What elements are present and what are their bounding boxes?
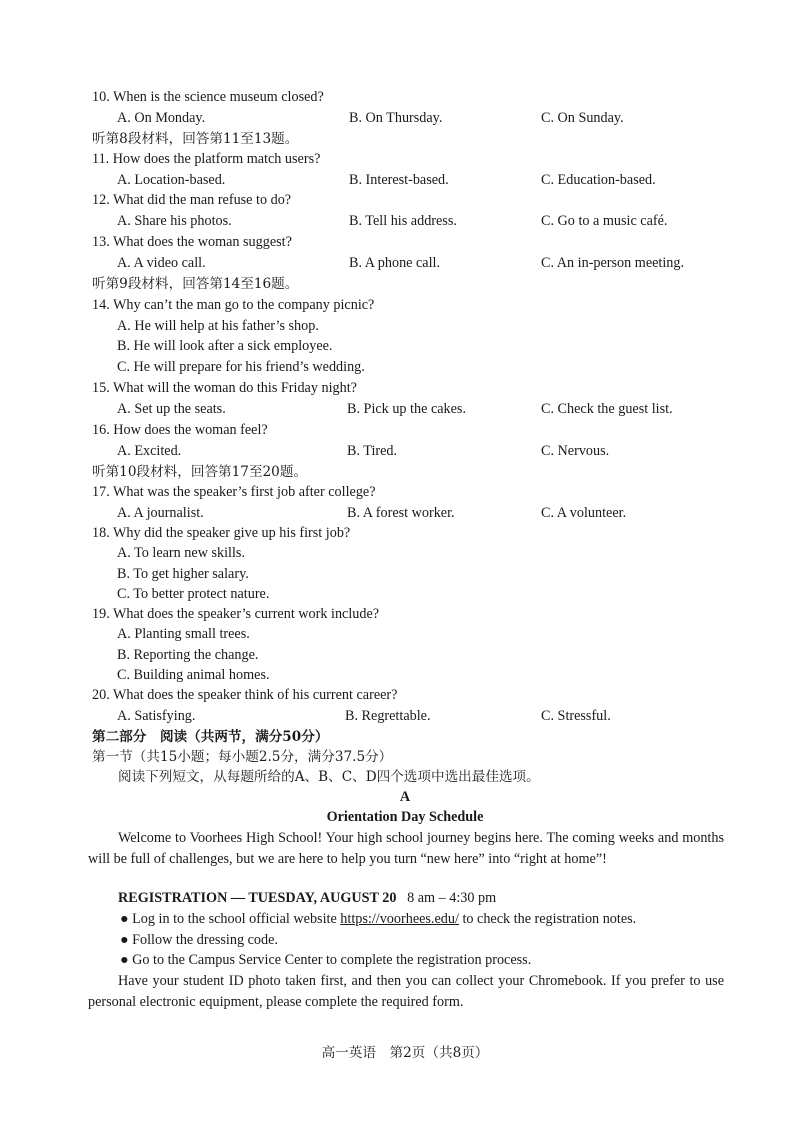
- reading-section-title: 第一节（共15小题；每小题2.5分，满分37.5分）: [92, 749, 393, 765]
- q17-option-a: A. A journalist.: [117, 505, 204, 521]
- q10-option-c: C. On Sunday.: [541, 110, 624, 126]
- q14-option-a: A. He will help at his father’s shop.: [117, 318, 319, 334]
- registration-time: 8 am – 4:30 pm: [407, 890, 497, 906]
- registration-line: [118, 889, 496, 907]
- page-footer: 高一英语 第2页（共8页）: [321, 1045, 489, 1061]
- passage-title: Orientation Day Schedule: [326, 809, 484, 825]
- passage-letter: A: [399, 789, 411, 805]
- q13-option-c: C. An in-person meeting.: [541, 255, 685, 271]
- question-16: 16. How does the woman feel?: [92, 422, 268, 438]
- question-10: 10. When is the science museum closed?: [92, 89, 324, 105]
- q18-option-a: A. To learn new skills.: [117, 545, 245, 561]
- q20-option-b: B. Regrettable.: [345, 708, 431, 724]
- q15-option-a: A. Set up the seats.: [117, 401, 226, 417]
- q11-option-c: C. Education-based.: [541, 172, 656, 188]
- q13-option-a: A. A video call.: [117, 255, 206, 271]
- q15-option-b: B. Pick up the cakes.: [347, 401, 466, 417]
- q12-option-a: A. Share his photos.: [117, 213, 232, 229]
- q11-option-a: A. Location-based.: [117, 172, 226, 188]
- reading-instruction: 阅读下列短文，从每题所给的A、B、C、D四个选项中选出最佳选项。: [118, 769, 540, 785]
- question-19: 19. What does the speaker’s current work include?: [92, 606, 380, 622]
- bullet-item-2: ● Follow the dressing code.: [120, 932, 278, 948]
- q18-option-b: B. To get higher salary.: [117, 566, 249, 582]
- q17-option-c: C. A volunteer.: [541, 505, 627, 521]
- q14-option-c: C. He will prepare for his friend’s wedding.: [117, 359, 365, 375]
- q11-option-b: B. Interest-based.: [349, 172, 449, 188]
- passage-closing: Have your student ID photo taken first, and then you can collect your Chromebook. If you prefer to use personal electronic equipment, please complete the required form.: [88, 973, 724, 1010]
- passage-9-instruction: 听第9段材料，回答第14至16题。: [92, 276, 299, 292]
- q20-option-a: A. Satisfying.: [117, 708, 196, 724]
- q19-option-c: C. Building animal homes.: [117, 667, 270, 683]
- q15-option-c: C. Check the guest list.: [541, 401, 673, 417]
- question-12: 12. What did the man refuse to do?: [92, 192, 292, 208]
- q19-option-a: A. Planting small trees.: [117, 626, 250, 642]
- question-11: 11. How does the platform match users?: [92, 151, 321, 167]
- q16-option-b: B. Tired.: [347, 443, 398, 459]
- question-14: 14. Why can’t the man go to the company picnic?: [92, 297, 375, 313]
- q20-option-c: C. Stressful.: [541, 708, 611, 724]
- registration-heading: REGISTRATION — TUESDAY, AUGUST 20: [118, 890, 397, 906]
- q13-option-b: B. A phone call.: [349, 255, 441, 271]
- passage-intro: Welcome to Voorhees High School! Your high school journey begins here. The coming weeks and months will be full of challenges, but we are here to help you turn “new here” into “right at home”!: [88, 830, 724, 867]
- question-13: 13. What does the woman suggest?: [92, 234, 292, 250]
- bullet-dot-icon: ●: [120, 932, 129, 948]
- question-15: 15. What will the woman do this Friday night?: [92, 380, 357, 396]
- passage-10-instruction: 听第10段材料，回答第17至20题。: [92, 464, 308, 480]
- bullet-dot-icon: ●: [120, 952, 129, 968]
- q12-option-b: B. Tell his address.: [349, 213, 457, 229]
- q16-option-c: C. Nervous.: [541, 443, 610, 459]
- q10-option-a: A. On Monday.: [117, 110, 206, 126]
- q16-option-a: A. Excited.: [117, 443, 182, 459]
- q18-option-c: C. To better protect nature.: [117, 586, 270, 602]
- q17-option-b: B. A forest worker.: [347, 505, 455, 521]
- bullet-dot-icon: ●: [120, 911, 129, 927]
- bullet-item-3: ● Go to the Campus Service Center to complete the registration process.: [120, 952, 532, 968]
- q19-option-b: B. Reporting the change.: [117, 647, 259, 663]
- question-20: 20. What does the speaker think of his current career?: [92, 687, 398, 703]
- q10-option-b: B. On Thursday.: [349, 110, 443, 126]
- school-website-link[interactable]: https://voorhees.edu/: [340, 911, 459, 927]
- q14-option-b: B. He will look after a sick employee.: [117, 338, 333, 354]
- bullet-item-1: ● Log in to the school official website https://voorhees.edu/ to check the registration notes.: [120, 911, 637, 927]
- question-18: 18. Why did the speaker give up his first job?: [92, 525, 351, 541]
- passage-8-instruction: 听第8段材料，回答第11至13题。: [92, 131, 299, 147]
- q12-option-c: C. Go to a music café.: [541, 213, 668, 229]
- question-17: 17. What was the speaker’s first job after college?: [92, 484, 376, 500]
- reading-part-title: 第二部分 阅读（共两节，满分50分）: [92, 729, 329, 745]
